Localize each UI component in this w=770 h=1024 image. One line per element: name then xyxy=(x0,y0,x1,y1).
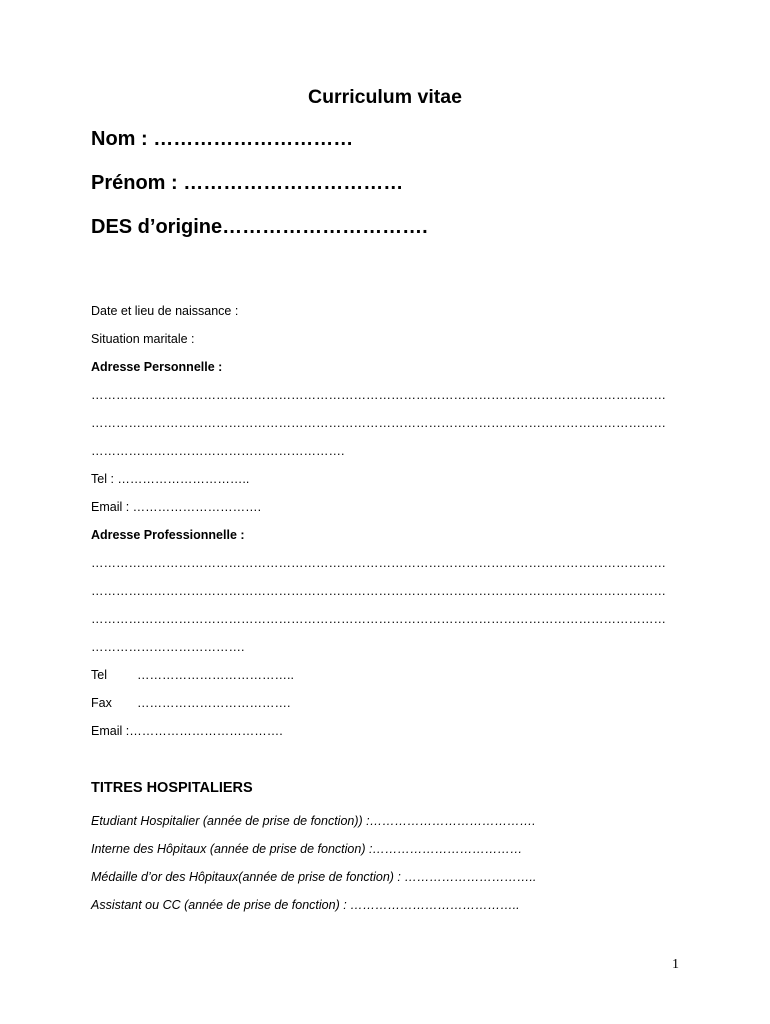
adresse-professionnelle-line: ………………………………. xyxy=(91,640,245,654)
tel-pro-dots: ……………………………….. xyxy=(137,668,294,682)
adresse-professionnelle-line: ………………………………………………………………………………………………………………………… xyxy=(91,612,666,626)
adresse-personnelle-line: ………………………………………………………………………………………………………………………… xyxy=(91,388,666,402)
fax-pro-dots: ………………………………. xyxy=(137,696,291,710)
titre-item: Médaille d’or des Hôpitaux(année de prise de fonction) : ………………………….. xyxy=(91,870,537,884)
adresse-professionnelle-line: ………………………………………………………………………………………………………………………… xyxy=(91,556,666,570)
tel-pro-label: Tel xyxy=(91,668,107,682)
adresse-personnelle-line: ……………………………………………………. xyxy=(91,444,345,458)
des-origine-field: DES d’origine…………………………. xyxy=(91,216,428,238)
adresse-personnelle-line: ………………………………………………………………………………………………………………………… xyxy=(91,416,666,430)
email-pro-field: Email :………………………………. xyxy=(91,724,283,738)
nom-field: Nom : ………………………… xyxy=(91,128,354,150)
titre-item: Etudiant Hospitalier (année de prise de fonction)) :…………………………………. xyxy=(91,814,536,828)
adresse-professionnelle-heading: Adresse Professionnelle : xyxy=(91,528,245,542)
titre-item: Assistant ou CC (année de prise de fonction) : ………………………………….. xyxy=(91,898,520,912)
email-personnel-field: Email : …………………………. xyxy=(91,500,262,514)
fax-pro-label: Fax xyxy=(91,696,112,710)
document-title: Curriculum vitae xyxy=(308,86,462,108)
prenom-field: Prénom : …………………………… xyxy=(91,172,404,194)
situation-maritale-label: Situation maritale : xyxy=(91,332,195,346)
adresse-professionnelle-line: ………………………………………………………………………………………………………………………… xyxy=(91,584,666,598)
tel-personnel-field: Tel : ………………………….. xyxy=(91,472,250,486)
titres-hospitaliers-heading: TITRES HOSPITALIERS xyxy=(91,780,253,796)
adresse-personnelle-heading: Adresse Personnelle : xyxy=(91,360,223,374)
naissance-label: Date et lieu de naissance : xyxy=(91,304,239,318)
titre-item: Interne des Hôpitaux (année de prise de fonction) :……………………………… xyxy=(91,842,523,856)
page-number: 1 xyxy=(672,957,679,972)
